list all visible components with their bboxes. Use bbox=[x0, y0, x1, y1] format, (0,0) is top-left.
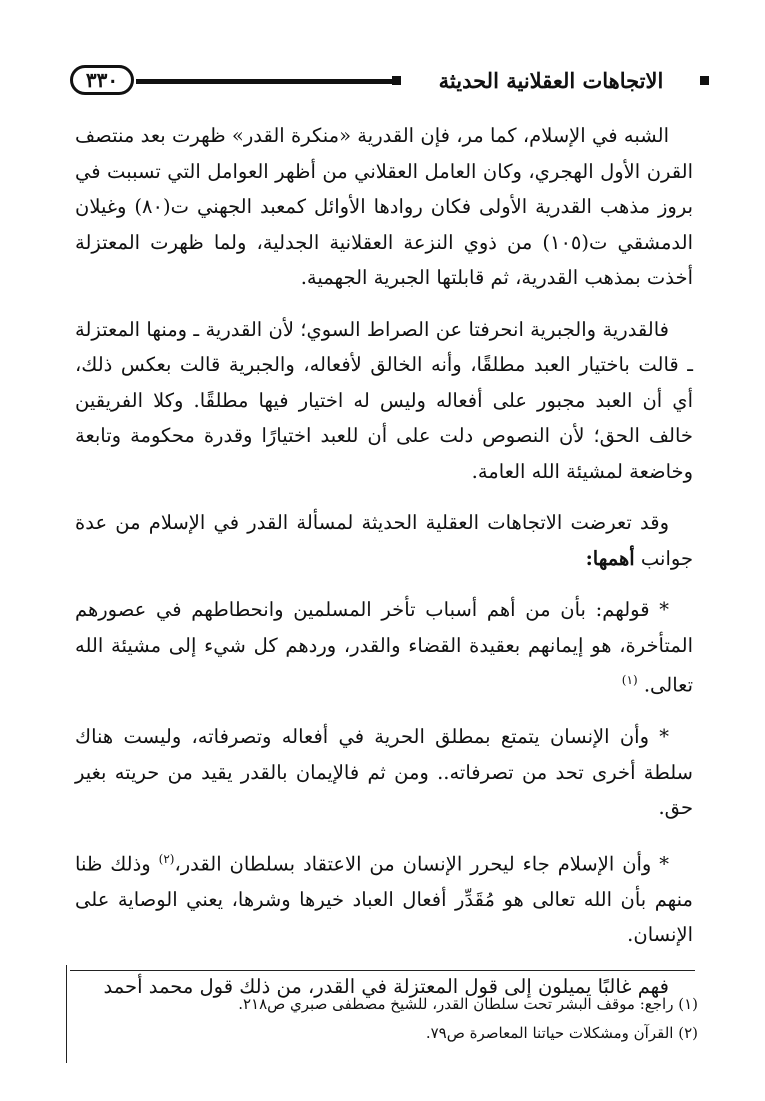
paragraph-text: وقد تعرضت الاتجاهات العقلية الحديثة لمسألة القدر في الإسلام من عدة جوانب bbox=[75, 511, 693, 570]
footnote-1: (١) راجع: موقف البشر تحت سلطان القدر، للشيخ مصطفى صبري ص٢١٨. bbox=[238, 995, 698, 1013]
paragraph: * وأن الإنسان يتمتع بمطلق الحرية في أفعاله وتصرفاته، وليست هناك سلطة أخرى تحد من تصرفاته.. ومن ثم فالإيمان بالقدر يقيد من حريته بغير حق. bbox=[75, 725, 693, 819]
margin-mark bbox=[66, 965, 67, 1063]
bold-phrase: أهمها: bbox=[585, 546, 635, 570]
footnote-ref-1: (١) bbox=[621, 673, 638, 687]
footnote-ref-2: (٢) bbox=[158, 851, 175, 866]
page-number: ٣٣٠ bbox=[70, 65, 134, 95]
paragraph-text: وذلك ظنا منهم بأن الله تعالى هو مُقَدِّر أفعال العباد خيرها وشرها، يعني الوصاية على الإنسان. bbox=[75, 852, 693, 946]
paragraph-text: * قولهم: بأن من أهم أسباب تأخر المسلمين وانحطاطهم في عصورهم المتأخرة، هو إيمانهم بعقيدة القضاء والقدر، وردهم كل شيء إلى مشيئة الله تعالى. bbox=[75, 598, 693, 697]
paragraph: الشبه في الإسلام، كما مر، فإن القدرية «منكرة القدر» ظهرت بعد منتصف القرن الأول الهجري، وكان العامل العقلاني من أظهر العوامل التي تسببت في بروز مذهب القدرية الأولى فكان روادها الأوائل كمعبد الجهني ت(٨٠) وغيلان الدمشقي ت(١٠٥) من ذوي النزعة العقلانية الجدلية، ولما ظهرت المعتزلة أخذت بمذهب القدرية، ثم قابلتها الجبرية الجهمية. bbox=[75, 124, 694, 289]
header-ornament bbox=[392, 76, 401, 85]
footnotes bbox=[80, 990, 698, 1048]
running-header bbox=[70, 62, 710, 102]
header-ornament bbox=[700, 76, 709, 85]
paragraph bbox=[75, 842, 693, 953]
paragraph: فهم غالبًا يميلون إلى قول المعتزلة في القدر، من ذلك قول محمد أحمد bbox=[103, 974, 669, 998]
paragraph bbox=[75, 592, 693, 703]
footnote-separator bbox=[70, 970, 695, 971]
header-title: الاتجاهات العقلانية الحديثة bbox=[438, 68, 664, 93]
paragraph-text: * وأن الإسلام جاء ليحرر الإنسان من الاعتقاد بسلطان القدر، bbox=[174, 852, 669, 875]
header-rule bbox=[136, 79, 396, 84]
body-text bbox=[75, 118, 693, 1004]
paragraph: فالقدرية والجبرية انحرفتا عن الصراط السوي؛ لأن القدرية ـ ومنها المعتزلة ـ قالت باختيار العبد مطلقًا، وأنه الخالق لأفعاله، والجبرية قالت بعكس ذلك، أي أن العبد مجبور على أفعاله وليس له اختيار فيها مطلقًا. وكلا الفريقين خالف الحق؛ لأن النصوص دلت على أن للعبد اختيارًا وقدرة محكومة وتابعة وخاضعة لمشيئة الله العامة. bbox=[75, 317, 693, 483]
footnote-2: (٢) القرآن ومشكلات حياتنا المعاصرة ص٧٩. bbox=[425, 1024, 698, 1042]
paragraph bbox=[75, 505, 693, 576]
